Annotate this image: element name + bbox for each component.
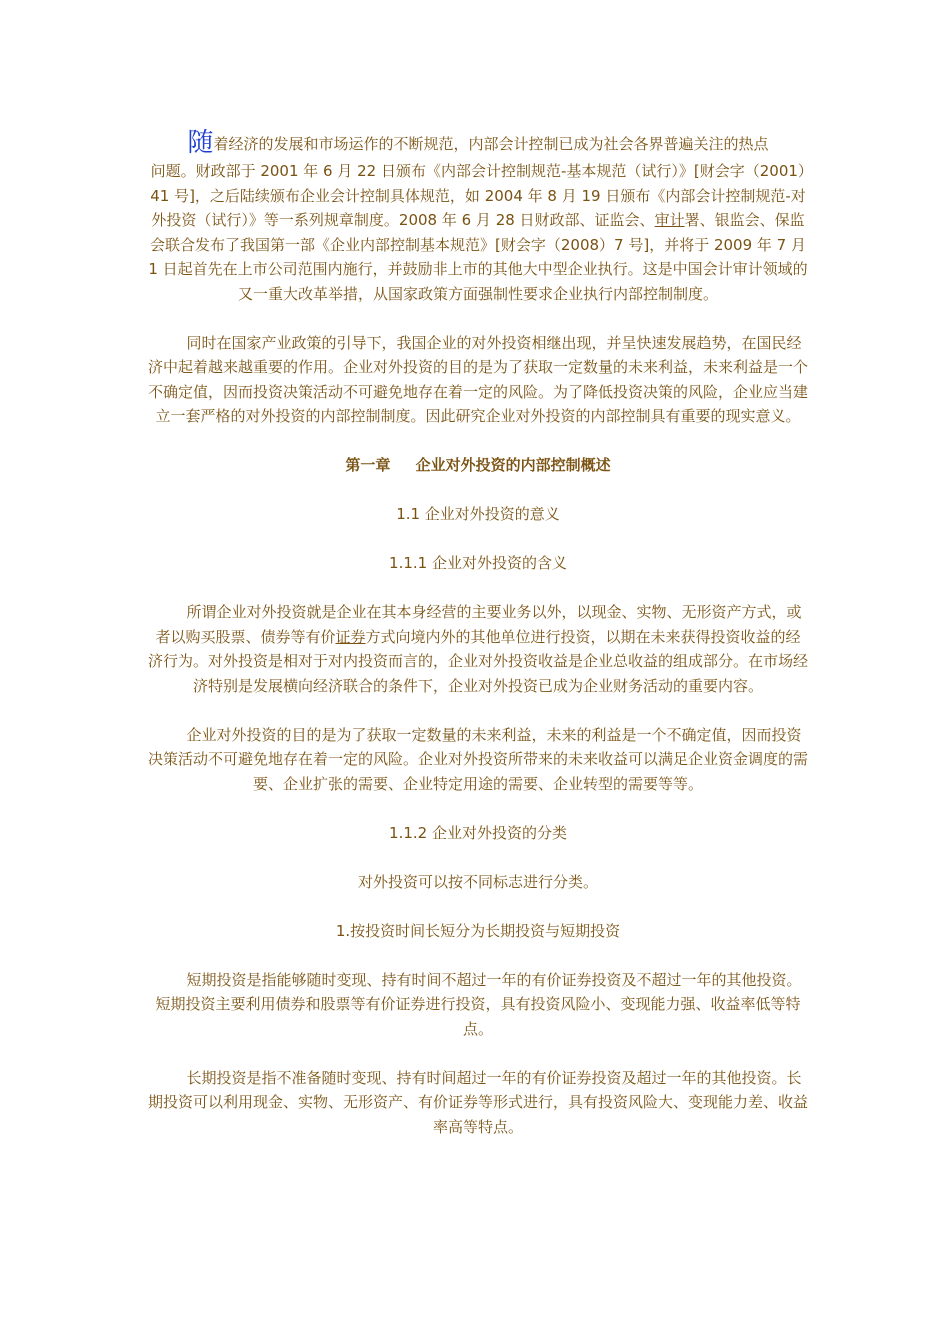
intro-first-line	[148, 128, 808, 159]
paragraph-definition	[148, 600, 808, 698]
intro-text-a: 问题。财政部于 2001 年 6 月 22 日颁布《内部会计控制规范-基本规范（试行）》[财会字（2001）41 号]，之后陆续颁布企业会计控制具体规范，如 2004 年 8 月 19 日颁布《内部会计控制规范-对外投资（试行）》等一系列规章制度。2008 年 6 月 28 日财政部、证监会、	[150, 162, 806, 229]
section-heading-1-1-2: 1.1.2 企业对外投资的分类	[389, 823, 567, 842]
section-heading-1-1: 1.1 企业对外投资的意义	[396, 505, 560, 523]
list-heading-1: 1.按投资时间长短分为长期投资与短期投资	[335, 921, 621, 940]
drop-cap: 随	[187, 128, 214, 158]
paragraph-classification-intro: 对外投资可以按不同标志进行分类。	[357, 872, 598, 891]
audit-link[interactable]: 审计	[654, 211, 685, 229]
intro-text-b: 署、银监会、保监会联合发布了我国第一部《企业内部控制基本规范》[财会字（2008）7 号]，并将于 2009 年 7 月 1 日起首先在上市公司范围内施行，并鼓励非上市的其他大中型企业执行。这是中国会计审计领域的又一重大改革举措，从国家政策方面强制性要求企业执行内部控制制度。	[148, 211, 808, 303]
intro-paragraph	[148, 128, 808, 306]
securities-link[interactable]: 证券	[335, 627, 366, 646]
paragraph-long-term: 长期投资是指不准备随时变现、持有时间超过一年的有价证券投资及超过一年的其他投资。长期投资可以利用现金、实物、无形资产、有价证券等形式进行，具有投资风险大、变现能力差、收益率高等特点。	[148, 1068, 809, 1136]
intro-rest	[148, 159, 808, 306]
paragraph-policy: 同时在国家产业政策的引导下，我国企业的对外投资相继出现，并呈快速发展趋势，在国民经济中起着越来越重要的作用。企业对外投资的目的是为了获取一定数量的未来利益，未来利益是一个不确定值，因而投资决策活动不可避免地存在着一定的风险。为了降低投资决策的风险，企业应当建立一套严格的对外投资的内部控制制度。因此研究企业对外投资的内部控制具有重要的现实意义。	[148, 333, 809, 425]
paragraph-purpose: 企业对外投资的目的是为了获取一定数量的未来利益，未来的利益是一个不确定值，因而投资决策活动不可避免地存在着一定的风险。企业对外投资所带来的未来收益可以满足企业资金调度的需要、企业扩张的需要、企业特定用途的需要、企业转型的需要等等。	[148, 725, 809, 793]
definition-text-b: 方式向境内外的其他单位进行投资，以期在未来获得投资收益的经济行为。对外投资是相对于对内投资而言的，企业对外投资收益是企业总收益的组成部分。在市场经济特别是发展横向经济联合的条件下，企业对外投资已成为企业财务活动的重要内容。	[148, 627, 809, 695]
paragraph-short-term: 短期投资是指能够随时变现、持有时间不超过一年的有价证券投资及不超过一年的其他投资。短期投资主要利用债券和股票等有价证券进行投资，具有投资风险小、变现能力强、收益率低等特点。	[155, 970, 802, 1038]
document-body	[148, 128, 808, 1164]
section-heading-1-1-1: 1.1.1 企业对外投资的含义	[389, 554, 567, 572]
chapter-title: 第一章 企业对外投资的内部控制概述	[345, 456, 611, 474]
intro-line-text: 着经济的发展和市场运作的不断规范，内部会计控制已成为社会各界普遍关注的热点	[213, 135, 769, 153]
definition-text-a: 所谓企业对外投资就是企业在其本身经营的主要业务以外，以现金、实物、无形资产方式，或者以购买股票、债券等有价	[155, 603, 802, 646]
